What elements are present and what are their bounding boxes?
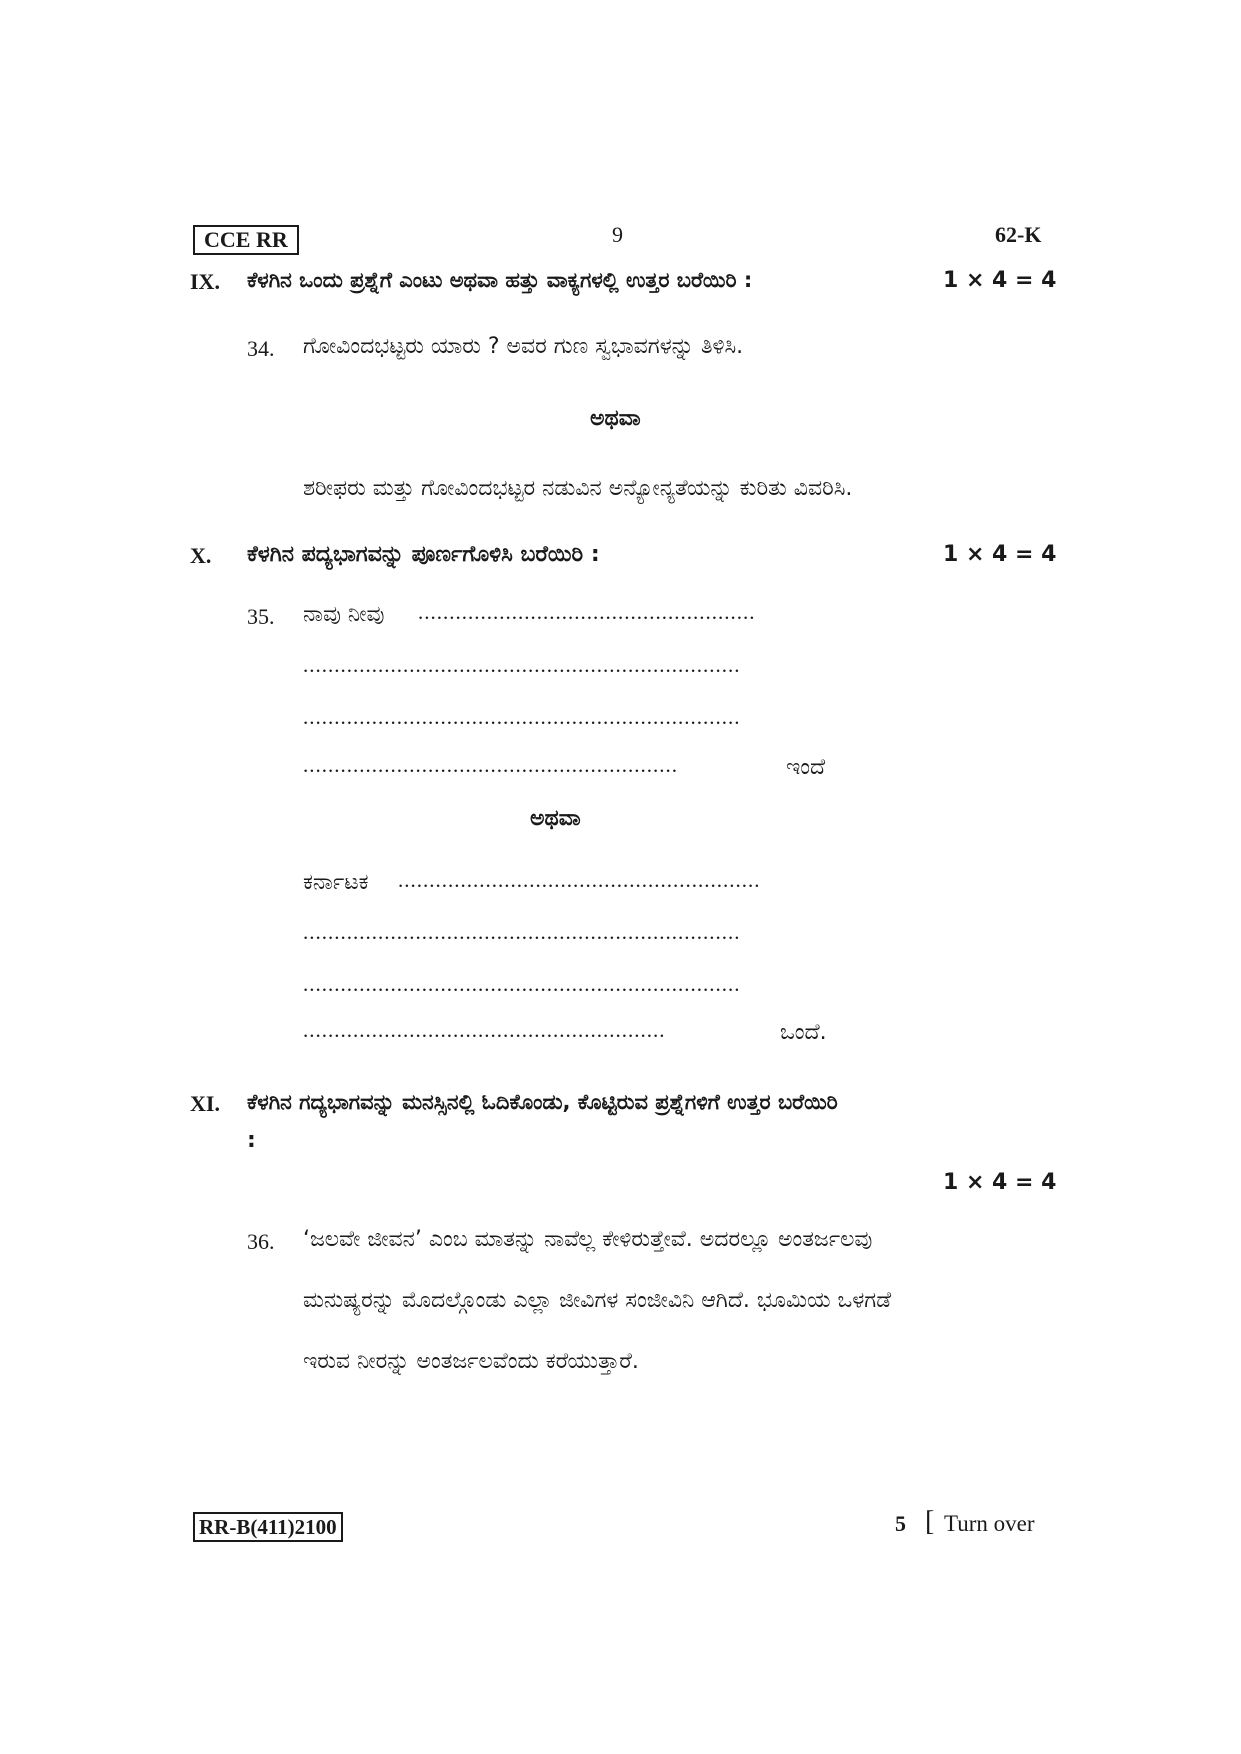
section-ix-instruction: ಕೆಳಗಿನ ಒಂದು ಪ್ರಶ್ನೆಗೆ ಎಂಟು ಅಥವಾ ಹತ್ತು ವಾಕ್ಯಗಳಲ್ಲಿ ಉತ್ತರ ಬರೆಯಿರಿ : (247, 268, 753, 292)
question-35-alt-start: ಕರ್ನಾಟಕ (303, 870, 369, 895)
poem-blank-line: ............................................................ (303, 753, 678, 777)
question-36-number: 36. (247, 1229, 275, 1254)
poem-blank-line: ...................................................... (418, 600, 756, 624)
sheet-number: 5 (895, 1511, 906, 1536)
poem-blank-line: ...................................................................... (303, 653, 741, 677)
section-ix-numeral: IX. (190, 269, 220, 294)
passage-line: ಇರುವ ನೀರನ್ನು ಅಂತರ್ಜಲವೆಂದು ಕರೆಯುತ್ತಾರೆ. (303, 1349, 639, 1374)
section-x-instruction: ಕೆಳಗಿನ ಪದ್ಯಭಾಗವನ್ನು ಪೂರ್ಣಗೊಳಿಸಿ ಬರೆಯಿರಿ : (247, 542, 600, 567)
turn-over-bracket: [ (925, 1506, 935, 1537)
section-xi-instruction: ಕೆಳಗಿನ ಗದ್ಯಭಾಗವನ್ನು ಮನಸ್ಸಿನಲ್ಲಿ ಓದಿಕೊಂಡು, ಕೊಟ್ಟಿರುವ ಪ್ರಶ್ನೆಗಳಿಗೆ ಉತ್ತರ ಬರೆಯಿರಿ (247, 1090, 838, 1114)
section-xi-marks: 1 × 4 = 4 (943, 1170, 1057, 1195)
section-ix-marks: 1 × 4 = 4 (943, 268, 1057, 293)
section-xi-numeral: XI. (190, 1091, 220, 1116)
section-x-marks: 1 × 4 = 4 (943, 542, 1057, 567)
poem-blank-line: .......................................................... (398, 868, 761, 892)
question-34-alternate: ಶರೀಫರು ಮತ್ತು ಗೋವಿಂದಭಟ್ಟರ ನಡುವಿನ ಅನ್ಯೋನ್ಯತೆಯನ್ನು ಕುರಿತು ವಿವರಿಸಿ. (303, 476, 853, 501)
question-34-text: ಗೋವಿಂದಭಟ್ಟರು ಯಾರು ? ಅವರ ಗುಣ ಸ್ವಭಾವಗಳನ್ನು ತಿಳಿಸಿ. (303, 334, 744, 359)
section-xi-colon: : (247, 1128, 256, 1153)
poem-blank-line: ...................................................................... (303, 705, 741, 729)
section-x-or: ಅಥವಾ (530, 806, 581, 831)
paper-code: 62-K (995, 222, 1042, 247)
question-34-number: 34. (247, 336, 275, 361)
passage-line: ‘ಜಲವೇ ಜೀವನ’ ಎಂಬ ಮಾತನ್ನು ನಾವೆಲ್ಲ ಕೇಳಿರುತ್ತೇವೆ. ಅದರಲ್ಲೂ ಅಂತರ್ಜಲವು (303, 1227, 873, 1252)
section-ix-or: ಅಥವಾ (590, 406, 641, 431)
question-35-end: ಇಂದೆ (786, 755, 826, 780)
question-35-number: 35. (247, 604, 275, 629)
poem-blank-line: ...................................................................... (303, 920, 741, 944)
header-exam-label: CCE RR (193, 225, 299, 255)
section-x-numeral: X. (190, 543, 212, 568)
passage-line: ಮನುಷ್ಯರನ್ನು ಮೊದಲ್ಗೊಂಡು ಎಲ್ಲಾ ಜೀವಿಗಳ ಸಂಜೀವಿನಿ ಆಗಿದೆ. ಭೂಮಿಯ ಒಳಗಡೆ (303, 1288, 892, 1313)
question-35-alt-end: ಒಂದೆ. (780, 1020, 827, 1045)
turn-over-label: Turn over (944, 1511, 1035, 1536)
poem-blank-line: ...................................................................... (303, 972, 741, 996)
page-number: 9 (612, 222, 623, 247)
question-35-start: ನಾವು ನೀವು (303, 602, 385, 627)
footer-code-box: RR-B(411)2100 (193, 1512, 343, 1542)
poem-blank-line: .......................................................... (303, 1018, 666, 1042)
